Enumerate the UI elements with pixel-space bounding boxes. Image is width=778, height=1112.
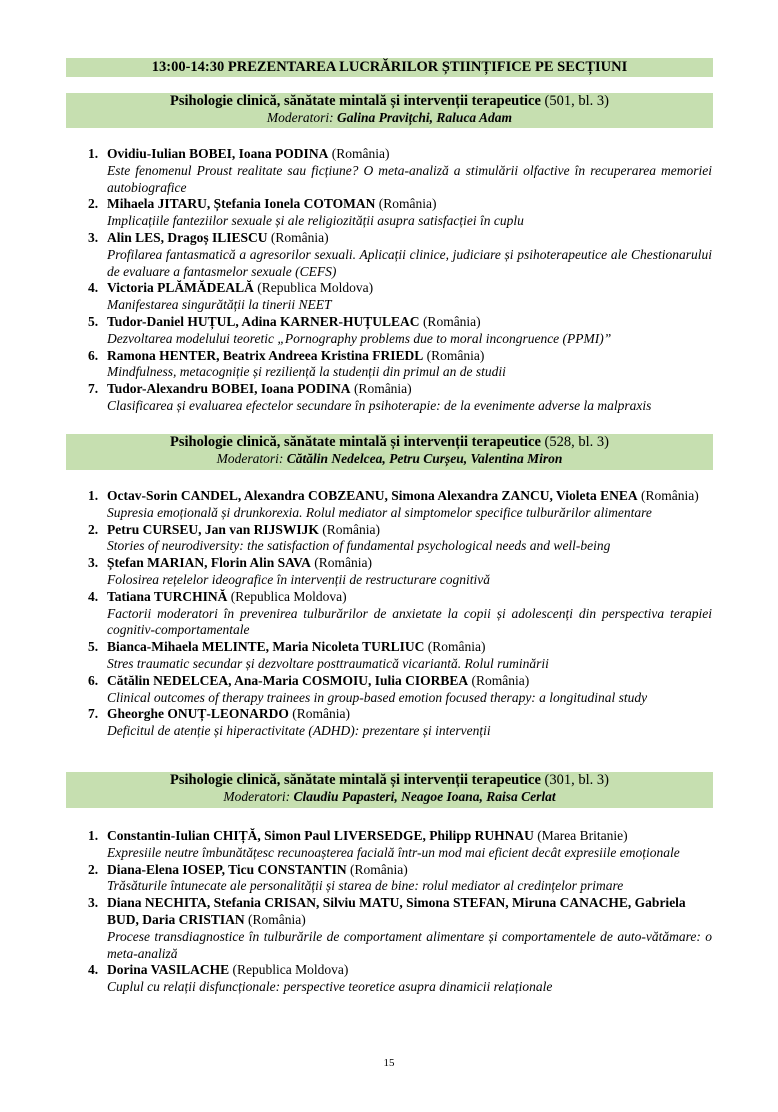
page-heading: 13:00-14:30 PREZENTAREA LUCRĂRILOR ȘTIINȚIFICE PE SECȚIUNI — [66, 58, 713, 77]
list-item: 6. Ramona HENTER, Beatrix Andreea Kristina FRIEDL (România) Mindfulness, metacogniție și reziliență la studenții din primul an de studii — [88, 347, 506, 380]
list-item: 7. Gheorghe ONUȚ-LEONARDO (România) Deficitul de atenție și hiperactivitate (ADHD): prezentare și intervenții — [88, 706, 491, 739]
list-item: 2. Diana-Elena IOSEP, Ticu CONSTANTIN (România) Trăsăturile întunecate ale personalității și starea de bine: rolul mediator al credințelor primare — [88, 861, 624, 894]
list-item: 5. Bianca-Mihaela MELINTE, Maria Nicoleta TURLIUC (România) Stres traumatic secundar și dezvoltare posttraumatică vicariantă. Rolul ruminării — [88, 639, 549, 671]
list-item: 1. Octav-Sorin CANDEL, Alexandra COBZEANU, Simona Alexandra ZANCU, Violeta ENEA (România) Supresia emoțională și drunkorexia. Rolul mediator al simptomelor specifice tulburărilor alimentare — [88, 488, 699, 520]
list-item: 2. Mihaela JITARU, Ștefania Ionela COTOMAN (România) Implicațiile fanteziilor sexuale și ale religiozității asupra satisfacției în cuplu — [88, 196, 524, 229]
presentation-list-1 — [88, 146, 712, 415]
section-moderators: Moderatori: Cătălin Nedelcea, Petru Curșeu, Valentina Miron — [216, 451, 563, 466]
list-item: 1. Constantin-Iulian CHIȚĂ, Simon Paul LIVERSEDGE, Philipp RUHNAU (Marea Britanie) Expresiile neutre îmbunătățesc recunoașterea facială într-un mod mai eficient decât expresiile emoționale — [88, 828, 680, 860]
list-item: 2. Petru CURSEU, Jan van RIJSWIJK (România) Stories of neurodiversity: the satisfaction of fundamental psychological needs and well-being — [88, 521, 611, 554]
section-header-2 — [66, 434, 713, 470]
list-item: 1. Ovidiu-Iulian BOBEI, Ioana PODINA (România) Este fenomenul Proust realitate sau ficțiune? O meta-analiză a stimulării olfactive în recuperarea memoriei autobiografice — [88, 146, 712, 195]
presentation-list-2 — [88, 488, 712, 740]
list-item: 5. Tudor-Daniel HUȚUL, Adina KARNER-HUȚULEAC (România) Dezvoltarea modelului teoretic „Pornography problems due to moral incongruence (PPMI)” — [88, 313, 612, 346]
list-item: 4. Dorina VASILACHE (Republica Moldova) Cuplul cu relații disfuncționale: perspective teoretice asupra dinamicii relaționale — [88, 962, 553, 995]
list-item: 7. Tudor-Alexandru BOBEI, Ioana PODINA (România) Clasificarea și evaluarea efectelor secundare în psihoterapie: de la evenimente adverse la malpraxis — [88, 381, 652, 413]
list-item: 4. Tatiana TURCHINĂ (Republica Moldova) Factorii moderatori în prevenirea tulburărilor de anxietate la copii și adolescenți din perspectiva terapiei cognitiv-comportamentale — [88, 588, 712, 638]
section-title: Psihologie clinică, sănătate mintală și intervenții terapeutice (501, bl. 3) — [170, 93, 609, 109]
page-number: 15 — [383, 1057, 395, 1069]
presentation-list-3 — [88, 828, 712, 996]
section-title: Psihologie clinică, sănătate mintală și intervenții terapeutice (301, bl. 3) — [170, 772, 609, 788]
section-header-1 — [66, 93, 713, 128]
section-header-3 — [66, 772, 713, 808]
list-item: 3. Diana NECHITA, Stefania CRISAN, Silviu MATU, Simona STEFAN, Miruna CANACHE, Gabriela BUD, Daria CRISTIAN (România) Procese transdiagnostice în tulburările de comportament alimentare și comportamentele de auto-vătămare: o meta-analiză — [88, 895, 712, 961]
list-item: 6. Cătălin NEDELCEA, Ana-Maria COSMOIU, Iulia CIORBEA (România) Clinical outcomes of therapy trainees in group-based emotion focused therapy: a longitudinal study — [88, 672, 648, 705]
list-item: 4. Victoria PLĂMĂDEALĂ (Republica Moldova) Manifestarea singurătății la tinerii NEET — [88, 280, 374, 313]
section-title: Psihologie clinică, sănătate mintală și intervenții terapeutice (528, bl. 3) — [170, 434, 609, 450]
list-item: 3. Ștefan MARIAN, Florin Alin SAVA (România) Folosirea rețelelor ideografice în intervenții de restructurare cognitivă — [88, 555, 491, 587]
section-moderators: Moderatori: Claudiu Papasteri, Neagoe Ioana, Raisa Cerlat — [223, 789, 556, 804]
section-moderators: Moderatori: Galina Pravițchi, Raluca Adam — [266, 110, 513, 125]
list-item: 3. Alin LES, Dragoș ILIESCU (România) Profilarea fantasmatică a agresorilor sexuali. Aplicații clinice, judiciare și psihoterapeutice ale Chestionarului de evaluare a fantasmelor sexuale (CEFS) — [88, 229, 712, 279]
